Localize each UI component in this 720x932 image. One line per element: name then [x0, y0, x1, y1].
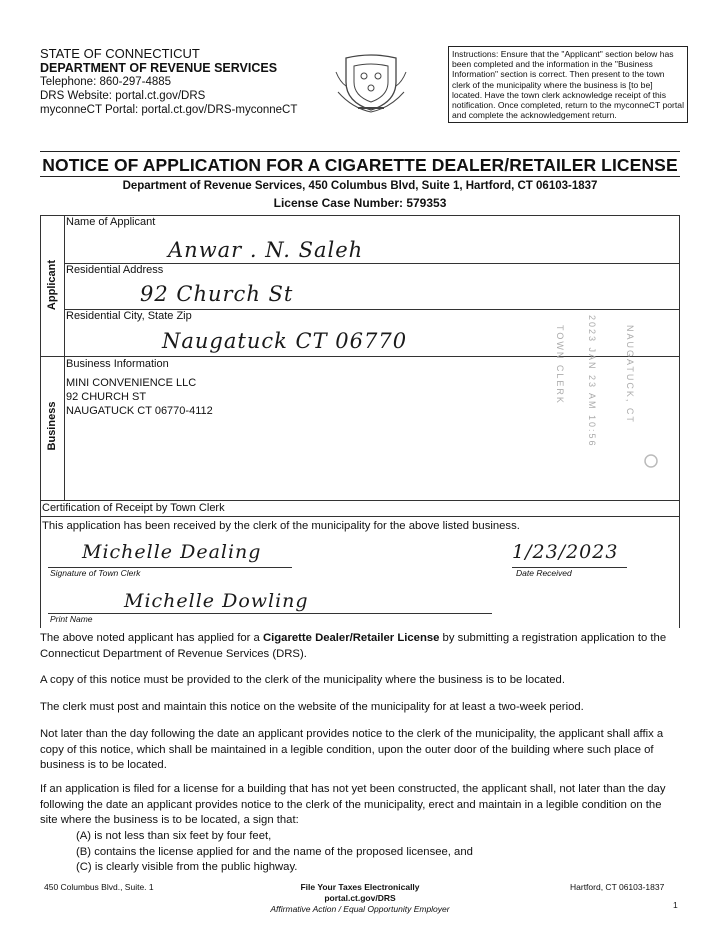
footer-url: portal.ct.gov/DRS: [324, 893, 396, 903]
portal: myconneCT Portal: portal.ct.gov/DRS-myconneCT: [40, 104, 298, 116]
address-label: Residential Address: [66, 264, 164, 276]
state-seal-icon: [332, 52, 410, 114]
date-label: Date Received: [516, 568, 572, 578]
clerk-signature: Michelle Dealing: [82, 541, 262, 563]
paragraph-5: If an application is filed for a license for a building that has not yet been constructed, the applicant shall, not later than the day following the date an applicant provides notice to the clerk of the municipality, erect and maintain in a legible condition on the site where the business is to be located, a sign that:: [40, 783, 666, 826]
list-item: (C) is clearly visible from the public highway.: [76, 861, 298, 873]
requirement-list: [76, 829, 636, 876]
stamp-line: 2023 JAN 23 AM 10:56: [587, 315, 597, 448]
clerk-stamp: [535, 305, 660, 480]
case-number: License Case Number: 579353: [273, 196, 447, 210]
list-item: (A) is not less than six feet by four feet,: [76, 830, 272, 842]
page-number: 1: [673, 900, 678, 910]
divider: [40, 516, 680, 517]
paragraph-1: [40, 631, 682, 662]
agency-block: [40, 47, 297, 117]
subtitle: Department of Revenue Services, 450 Columbus Blvd, Suite 1, Hartford, CT 06103-1837: [122, 180, 598, 192]
applicant-name: Anwar . N. Saleh: [168, 238, 364, 262]
divider: [64, 215, 65, 357]
department-name: DEPARTMENT OF REVENUE SERVICES: [40, 61, 278, 75]
applicant-label: Applicant: [46, 259, 58, 311]
footer-efile: File Your Taxes Electronically: [300, 882, 420, 892]
telephone: Telephone: 860-297-4885: [40, 76, 172, 88]
business-street: 92 CHURCH ST: [66, 391, 147, 403]
city-label: Residential City, State Zip: [66, 310, 192, 322]
clerk-printed-name: Michelle Dowling: [124, 590, 309, 612]
footer-city: Hartford, CT 06103-1837: [570, 882, 665, 892]
certification-heading: Certification of Receipt by Town Clerk: [42, 502, 225, 514]
p1-text: The above noted applicant has applied for a: [40, 632, 263, 644]
certification-statement: This application has been received by the clerk of the municipality for the above listed business.: [42, 520, 520, 532]
paragraph-4: Not later than the day following the date an applicant provides notice to the clerk of the municipality, the applicant shall affix a copy of this notice, which shall be maintained in a legible condition, upon the outer door of the building where such place of business is to be located.: [40, 728, 664, 771]
divider: [40, 151, 680, 152]
business-info: [66, 376, 213, 418]
business-name: MINI CONVENIENCE LLC: [66, 377, 197, 389]
website: DRS Website: portal.ct.gov/DRS: [40, 90, 206, 102]
applicant-address: 92 Church St: [140, 282, 294, 306]
applicant-city: Naugatuck CT 06770: [162, 329, 408, 353]
business-label: Business: [46, 401, 58, 451]
page-title: NOTICE OF APPLICATION FOR A CIGARETTE DEALER/RETAILER LICENSE: [42, 155, 678, 175]
footer-address: 450 Columbus Blvd., Suite. 1: [44, 882, 154, 892]
state-name: STATE OF CONNECTICUT: [40, 46, 200, 61]
footer-eoe: Affirmative Action / Equal Opportunity Employer: [270, 904, 450, 914]
stamp-circle-icon: [643, 453, 659, 469]
print-label: Print Name: [50, 614, 93, 624]
business-city: NAUGATUCK CT 06770-4112: [66, 405, 213, 417]
paragraph-3: The clerk must post and maintain this notice on the website of the municipality for at least a two-week period.: [40, 701, 584, 713]
divider: [64, 356, 65, 501]
business-info-label: Business Information: [66, 358, 169, 370]
signature-label: Signature of Town Clerk: [50, 568, 141, 578]
name-label: Name of Applicant: [66, 216, 156, 228]
stamp-line: NAUGATUCK, CT: [625, 325, 635, 424]
paragraph-2: A copy of this notice must be provided to the clerk of the municipality where the business is to be located.: [40, 674, 565, 686]
instructions-box: Instructions: Ensure that the "Applicant" section below has been completed and the information in the "Business Information" section is correct. Then present to the town clerk of the municipality where the business is [to be] located. Have the town clerk acknowledge receipt of this notification. Once completed, return to the myconneCT portal and complete the acknowledgement return.: [448, 46, 688, 123]
list-item: (B) contains the license applied for and the name of the proposed licensee, and: [76, 845, 473, 858]
print-line: [48, 613, 492, 614]
stamp-line: TOWN CLERK: [555, 325, 565, 405]
footer-center: [250, 882, 470, 915]
date-received: 1/23/2023: [512, 541, 619, 563]
p1-license-type: Cigarette Dealer/Retailer License: [262, 632, 440, 644]
divider: [40, 176, 680, 177]
p1-text: by submitting a registration application to the Connecticut Department of Revenue Services (DRS).: [40, 632, 667, 660]
